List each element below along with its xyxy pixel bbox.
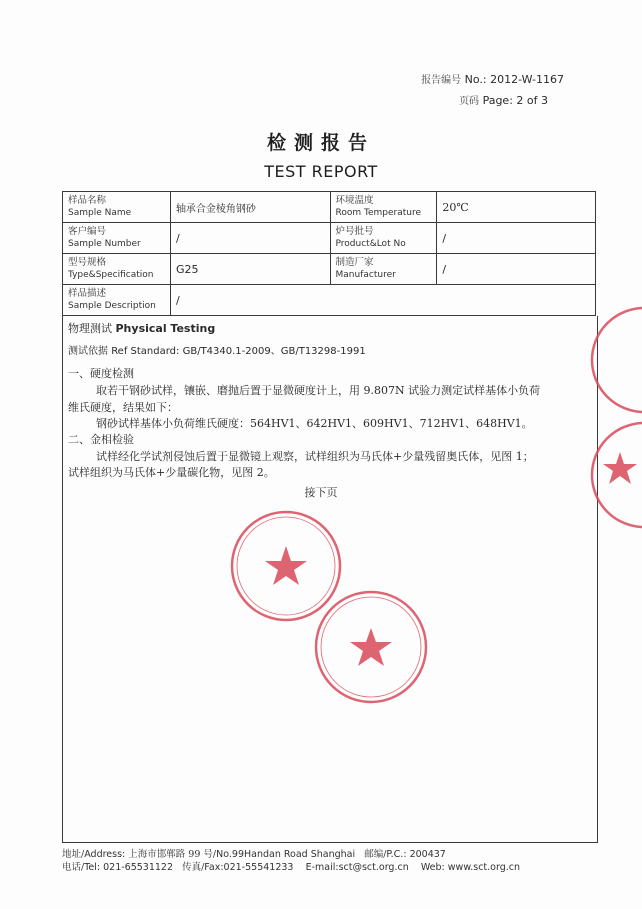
section-title-en: Physical Testing bbox=[115, 322, 216, 335]
ref-standard-value: GB/T4340.1-2009、GB/T13298-1991 bbox=[182, 346, 366, 357]
web-label: Web: bbox=[420, 862, 445, 873]
table-row bbox=[63, 192, 596, 223]
postal-label: P.C.: bbox=[386, 849, 407, 860]
page-number-zh: 页码 bbox=[459, 96, 480, 107]
section-title bbox=[68, 322, 215, 336]
tel-zh: 电话/ bbox=[62, 862, 85, 873]
tel-value: 021-65531122 bbox=[103, 862, 174, 873]
web-value: www.sct.org.cn bbox=[447, 862, 521, 873]
title-en: TEST REPORT bbox=[264, 162, 378, 181]
manufacturer-en: Manufacturer bbox=[335, 270, 396, 280]
lot-number-en: Product&Lot No bbox=[335, 239, 406, 249]
sample-name-value: 轴承合金棱角钢砂 bbox=[170, 192, 330, 223]
paragraph-metallography-1: 试样经化学试剂侵蚀后置于显微镜上观察，试样组织为马氏体+少量残留奥氏体，见图 1； bbox=[96, 450, 534, 463]
room-temperature-value: 20℃ bbox=[437, 192, 596, 223]
ref-standard-label: Ref Standard: bbox=[111, 346, 180, 357]
report-number-value: 2012-W-1167 bbox=[490, 73, 564, 86]
report-number-line bbox=[421, 73, 564, 88]
postal-value: 200437 bbox=[409, 849, 446, 860]
manufacturer-label bbox=[330, 254, 437, 285]
address-label: Address: bbox=[84, 849, 126, 860]
heading-hardness: 一、硬度检测 bbox=[68, 367, 134, 380]
inspection-stamp-2 bbox=[312, 588, 430, 706]
report-number-zh: 报告编号 bbox=[421, 75, 462, 86]
heading-metallography: 二、金相检验 bbox=[68, 433, 134, 446]
address-zh: 地址/ bbox=[62, 849, 85, 860]
paragraph-hardness-1: 取若干钢砂试样，镶嵌、磨抛后置于显微硬度计上，用 9.807N 试验力测定试样基体小负荷 bbox=[96, 384, 541, 397]
type-spec-label bbox=[63, 254, 171, 285]
room-temperature-label bbox=[330, 192, 437, 223]
sample-number-en: Sample Number bbox=[68, 239, 141, 249]
footer-contact bbox=[62, 862, 520, 874]
footer-address bbox=[62, 849, 446, 861]
sample-number-value: / bbox=[170, 223, 330, 254]
report-number-label: No.: bbox=[464, 73, 487, 86]
title-zh: 检测报告 bbox=[266, 132, 375, 154]
fax-zh: 传真/ bbox=[182, 862, 205, 873]
room-temperature-en: Room Temperature bbox=[335, 208, 422, 218]
sample-info-table bbox=[62, 191, 596, 316]
lot-number-label bbox=[330, 223, 437, 254]
manufacturer-zh: 制造厂家 bbox=[335, 257, 374, 268]
seam-stamp-shape bbox=[592, 308, 642, 527]
sample-description-zh: 样品描述 bbox=[68, 288, 107, 299]
email-value: sct@sct.org.cn bbox=[338, 862, 409, 873]
type-spec-value: G25 bbox=[170, 254, 330, 285]
page-number-value: 2 of 3 bbox=[516, 94, 548, 107]
manufacturer-value: / bbox=[437, 254, 596, 285]
tel-label: Tel: bbox=[84, 862, 101, 873]
fax-label: Fax: bbox=[204, 862, 224, 873]
paragraph-hardness-2: 维氏硬度，结果如下： bbox=[68, 401, 178, 414]
seam-stamp bbox=[586, 300, 642, 540]
lot-number-value: / bbox=[437, 223, 596, 254]
sample-name-zh: 样品名称 bbox=[68, 195, 107, 206]
sample-name-en: Sample Name bbox=[68, 208, 132, 218]
fax-value: 021-55541233 bbox=[223, 862, 294, 873]
lot-number-zh: 炉号批号 bbox=[335, 226, 374, 237]
sample-description-label bbox=[63, 285, 171, 316]
page-number-line bbox=[459, 94, 548, 109]
sample-number-zh: 客户编号 bbox=[68, 226, 107, 237]
table-row bbox=[63, 223, 596, 254]
ref-standard-zh: 测试依据 bbox=[68, 346, 108, 357]
hardness-results: 钢砂试样基体小负荷维氏硬度：564HV1、642HV1、609HV1、712HV1、648HV1。 bbox=[96, 417, 533, 430]
email-label: E-mail: bbox=[305, 862, 339, 873]
continued-next-page: 接下页 bbox=[304, 486, 338, 499]
sample-description-en: Sample Description bbox=[68, 301, 156, 311]
table-row bbox=[63, 285, 596, 316]
section-title-zh: 物理测试 bbox=[68, 322, 112, 335]
type-spec-zh: 型号规格 bbox=[68, 257, 107, 268]
table-row bbox=[63, 254, 596, 285]
stamp-2-shape bbox=[316, 592, 426, 702]
address-cn: 上海市邯郸路 99 号/ bbox=[128, 849, 217, 860]
page-number-label: Page: bbox=[482, 94, 513, 107]
sample-description-value: / bbox=[170, 285, 595, 316]
room-temperature-zh: 环境温度 bbox=[335, 195, 374, 206]
address-en: No.99Handan Road Shanghai bbox=[216, 849, 356, 860]
postal-zh: 邮编/ bbox=[364, 849, 387, 860]
ref-standard-line bbox=[68, 345, 366, 359]
sample-name-label bbox=[63, 192, 171, 223]
type-spec-en: Type&Specification bbox=[68, 270, 154, 280]
sample-number-label bbox=[63, 223, 171, 254]
paragraph-metallography-2: 试样组织为马氏体+少量碳化物，见图 2。 bbox=[68, 466, 275, 479]
